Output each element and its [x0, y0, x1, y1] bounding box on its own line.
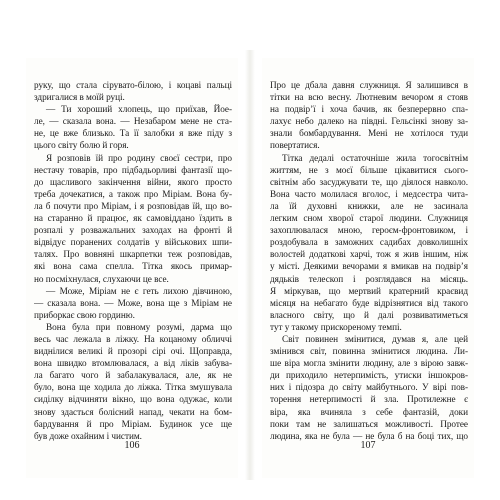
text-line: Я розповів їй про родину своєї сестри, про [46, 153, 232, 164]
text-line: знали бомбардування. Мені не хотілося туди [270, 129, 468, 140]
text-line: Я міркував, що мертвий кратерний краєвид [270, 286, 468, 297]
text-line: у місті. Деякими вечорами я вмикав на подвір’я [270, 262, 468, 273]
text-line: бардування й про Міріам. Будинок усе ще [34, 419, 232, 430]
page-number-right: 107 [360, 440, 376, 451]
text-line: дядьків телескоп і розглядався на місяць. [270, 274, 468, 285]
text-line: — Ти хороший хлопець, що приїхав, Йое- [46, 105, 232, 116]
text-line: ди приходило нетерпимість, утиски іншокров- [270, 371, 468, 382]
text-line: Світ повинен змінитися, думав я, але цей [282, 334, 468, 345]
text-line: — Може, Міріам не є геть лихою дівчиною, [46, 286, 232, 297]
page-number-left: 106 [124, 440, 140, 451]
text-line: повертатися. [270, 141, 320, 152]
text-line: руку, що стала сірувато-білою, і коцаві пальці [34, 81, 232, 91]
text-line: відвідує поранених солдатів у військових шпи- [34, 238, 232, 249]
text-line: життям, не з моєї більше цікавитися сього- [270, 165, 468, 176]
text-line: но посміхнулася, слухаючи це все. [34, 274, 169, 285]
text-line: тітки на всю весну. Лютневим вечором я стояв [270, 93, 468, 104]
text-line: виднілися великі й прозорі сірі очі. Щоправда, [34, 347, 232, 358]
book-gutter [245, 50, 255, 480]
text-line: цього світу болю й горя. [34, 141, 129, 152]
text-line: поки там не залишаться можливості. Протее [270, 419, 468, 430]
text-line: захоплювалася мною, героєм-фронтовиком, і [270, 226, 468, 237]
text-line: Вона часто молилася вголос, і медсестра чита- [270, 189, 468, 200]
text-line: місяця на небагато буде відрізнятися від такого [270, 298, 468, 309]
text-line: тут у такому прискореному темпі. [270, 322, 402, 333]
text-line: які вона сама спелла. Тітка якось примар- [34, 262, 232, 273]
text-line: знову здасться болісний напад, чекати на бом- [34, 407, 232, 418]
text-line: лахує небо далеко на півдні. Гельсінкі знову за- [270, 117, 468, 128]
right-page [262, 58, 474, 478]
text-line: ле, — сказала вона. — Незабаром мене не ста- [34, 117, 232, 128]
text-line: віра, яка вчиняла з себе фантазій, доки [270, 407, 468, 418]
text-line: вона швидко втомлювалася, а від ліків забува- [34, 359, 232, 370]
text-line: світнім або засуджувати те, що діялося навколо. [270, 177, 468, 188]
text-line: Про це дбала давня служниця. Я залишився в [270, 81, 468, 91]
text-line: людина, яка не була — не була б на боці тих, що [270, 431, 468, 442]
text-line: не, це вже близько. Та її залобки я вже піду з [34, 129, 232, 140]
text-line: було, вона ще ходила до ліжка. Тітка змушувала [34, 383, 232, 394]
text-line: них і підозра до світу майбутнього. У вірі пов- [270, 383, 468, 394]
left-page [26, 58, 238, 478]
text-line: нестачу товарів, про підбадьорливі фантазії що- [34, 165, 232, 176]
text-line: Вона була при повному розумі, дарма що [46, 322, 232, 333]
text-line: талях. Про вовняні шкарпетки теж розповідав, [34, 250, 232, 261]
text-line: волостей додаткові харчі, тож я жив іншим, ніж [270, 250, 468, 261]
text-line: Тітка дедалі остаточніше жила тогосвітнім [282, 153, 468, 164]
text-line: до щасливого закінчення війни, якого просто [34, 177, 232, 188]
text-line: власного світу, що й далі розвиватиметься [270, 310, 468, 321]
text-line: сиділку відчиняти вікно, що вона одужає, коли [34, 395, 232, 406]
text-line: весь час лежала в ліжку. На коцаному обличчі [34, 334, 232, 345]
text-line: роздобувала в заможних садибах довколишніх [270, 238, 468, 249]
text-line: приборкає свою гординю. [34, 310, 135, 321]
text-line: ла їй духовні книжки, але не засинала [270, 201, 468, 212]
text-line: на старанно й працює, як самовіддано їздить в [34, 214, 232, 225]
text-line: здригалися в моїй руці. [34, 93, 125, 104]
text-line: — сказала вона. — Може, вона ще з Міріам не [34, 298, 232, 309]
text-line: був доже охайним і чистим. [34, 431, 142, 442]
text-line: змінився світ, повинна змінитися людина. Ли- [270, 347, 468, 358]
text-line: треба дочекатися, а також про Міріам. Вона бу- [34, 189, 232, 200]
text-line: ла б почути про Міріам, і я розповідав їй, що во- [34, 201, 232, 212]
text-line: торення нетерпимості й зла. Протилежне є [270, 395, 468, 406]
right-page-text [270, 80, 468, 443]
text-line: ше віра могла змінити людину, але з вірою завж- [270, 359, 468, 370]
text-line: легким сном хворої старої людини. Служниця [270, 214, 468, 225]
text-line: ла багато чого й забалакувалася, але, як не [34, 371, 232, 382]
left-page-text [34, 80, 232, 443]
text-line: розпалі у розважальних заходах на фронті й [34, 226, 232, 237]
text-line: на подвір’ї і хоча бачив, як безперервно спа- [270, 105, 468, 116]
